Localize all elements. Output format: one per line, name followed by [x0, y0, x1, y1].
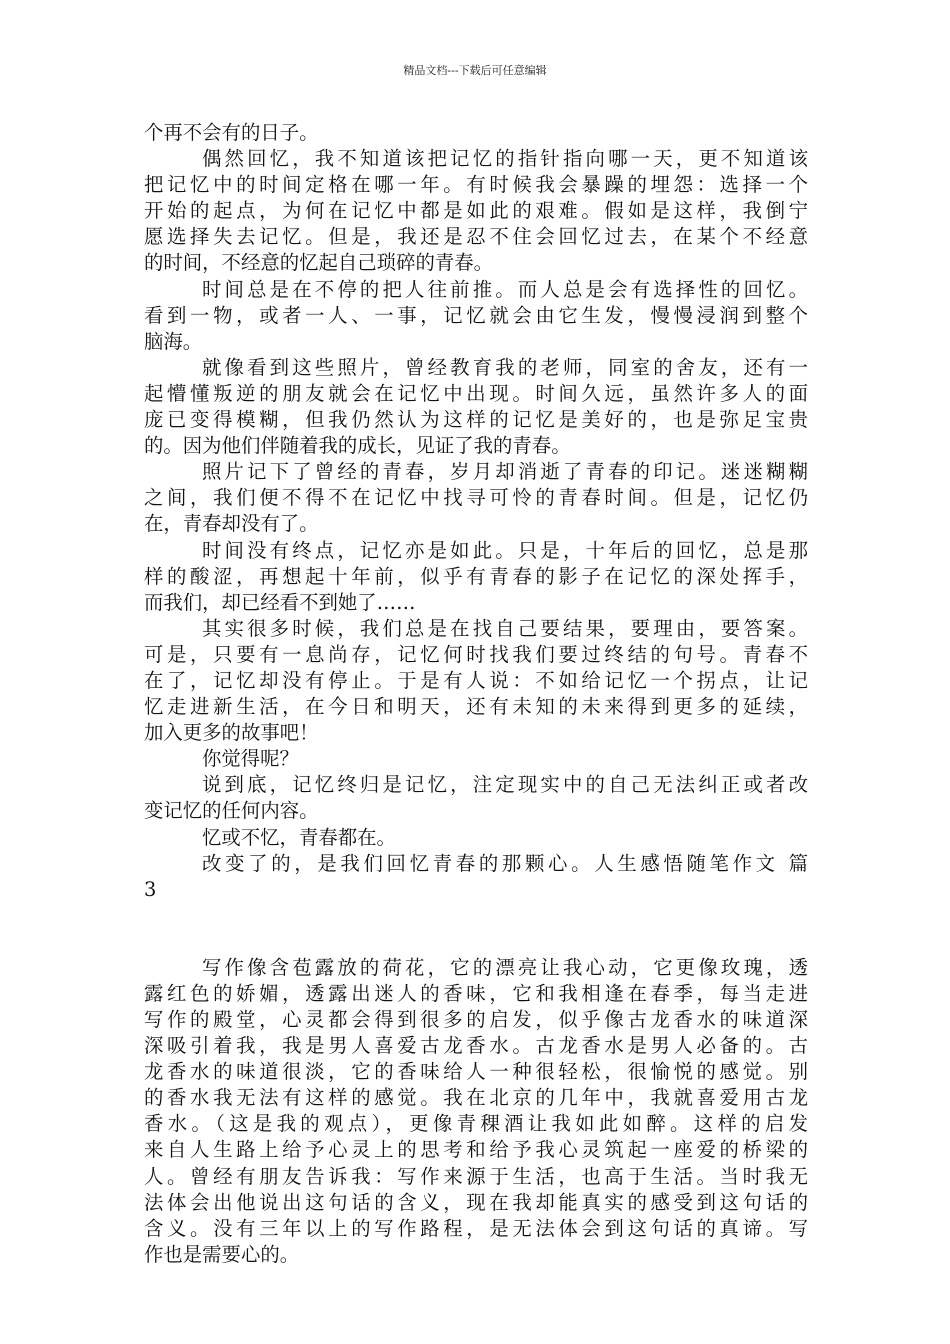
text-line: 龙香水的味道很淡，它的香味给人一种很轻松，很愉悦的感觉。别: [144, 1060, 808, 1084]
text-line: 开始的起点，为何在记忆中都是如此的艰难。假如是这样，我倒宁: [144, 199, 808, 223]
text-line: 照片记下了曾经的青春，岁月却消逝了青春的印记。迷迷糊糊: [202, 460, 808, 484]
text-line: 你觉得呢？: [202, 747, 299, 771]
text-line: 的香水我无法有这样的感觉。我在北京的几年中，我就喜爱用古龙: [144, 1086, 808, 1110]
text-line: 脑海。: [144, 329, 203, 353]
text-line: 在，青春却没有了。: [144, 512, 319, 536]
text-line: 愿选择失去记忆。但是，我还是忍不住会回忆过去，在某个不经意: [144, 225, 808, 249]
text-line: 露红色的娇媚，透露出迷人的香味，它和我相逢在春季，每当走进: [144, 981, 808, 1005]
text-line: 写作像含苞露放的荷花，它的漂亮让我心动，它更像玫瑰，透: [202, 955, 808, 979]
text-block-1: [144, 120, 808, 903]
text-line: 香水。（这是我的观点），更像青稞酒让我如此如醉。这样的启发: [144, 1112, 808, 1136]
text-line: 时间没有终点，记忆亦是如此。只是，十年后的回忆，总是那: [202, 538, 808, 562]
text-line: 含义。没有三年以上的写作路程，是无法体会到这句话的真谛。写: [144, 1216, 808, 1240]
text-line: 看到一物，或者一人、一事，记忆就会由它生发，慢慢浸润到整个: [144, 303, 808, 327]
text-line: 个再不会有的日子。: [144, 121, 319, 144]
text-line: 忆或不忆，青春都在。: [202, 825, 396, 849]
text-line: 的时间，不经意的忆起自己琐碎的青春。: [144, 251, 494, 275]
text-line: 改变了的，是我们回忆青春的那颗心。人生感悟随笔作文 篇: [202, 851, 808, 875]
text-line: 法体会出他说出这句话的含义，现在我却能真实的感受到这句话的: [144, 1190, 808, 1214]
text-line: 样的酸涩，再想起十年前，似乎有青春的影子在记忆的深处挥手，: [144, 564, 808, 588]
text-line: 之间，我们便不得不在记忆中找寻可怜的青春时间。但是，记忆仍: [144, 486, 808, 510]
block-gap: [144, 903, 808, 955]
text-line: 起懵懂叛逆的朋友就会在记忆中出现。时间久远，虽然许多人的面: [144, 381, 808, 405]
text-line: 说到底，记忆终归是记忆，注定现实中的自己无法纠正或者改: [202, 773, 808, 797]
text-line: 就像看到这些照片，曾经教育我的老师，同室的舍友，还有一: [202, 355, 808, 379]
text-line: 时间总是在不停的把人往前推。而人总是会有选择性的回忆。: [202, 277, 808, 301]
text-line: 在了，记忆却没有停止。于是有人说：不如给记忆一个拐点，让记: [144, 668, 808, 692]
text-line: 加入更多的故事吧！: [144, 721, 319, 745]
text-line: 3: [144, 877, 157, 901]
text-line: 庞已变得模糊，但我仍然认为这样的记忆是美好的，也是弥足宝贵: [144, 408, 808, 432]
document-body: [144, 120, 808, 1268]
text-line: 而我们，却已经看不到她了……: [144, 590, 416, 614]
text-line: 忆走进新生活，在今日和明天，还有未知的未来得到更多的延续，: [144, 695, 808, 719]
text-line: 的。因为他们伴随着我的成长，见证了我的青春。: [144, 434, 571, 458]
text-line: 人。曾经有朋友告诉我：写作来源于生活，也高于生活。当时我无: [144, 1164, 808, 1188]
text-line: 写作的殿堂，心灵都会得到很多的启发，似乎像古龙香水的味道深: [144, 1008, 808, 1031]
text-block-2: [144, 955, 808, 1268]
text-line: 把记忆中的时间定格在哪一年。有时候我会暴躁的埋怨：选择一个: [144, 173, 808, 197]
text-line: 变记忆的任何内容。: [144, 799, 319, 823]
text-line: 偶然回忆，我不知道该把记忆的指针指向哪一天，更不知道该: [202, 147, 808, 171]
text-line: 作也是需要心的。: [144, 1242, 300, 1266]
page-header: 精品文档---下载后可任意编辑: [403, 64, 547, 77]
text-line: 可是，只要有一息尚存，记忆何时找我们要过终结的句号。青春不: [144, 642, 808, 666]
text-line: 其实很多时候，我们总是在找自己要结果，要理由，要答案。: [202, 616, 808, 640]
text-line: 深吸引着我，我是男人喜爱古龙香水。古龙香水是男人必备的。古: [144, 1034, 808, 1058]
text-line: 来自人生路上给予心灵上的思考和给予我心灵筑起一座爱的桥梁的: [144, 1138, 808, 1162]
